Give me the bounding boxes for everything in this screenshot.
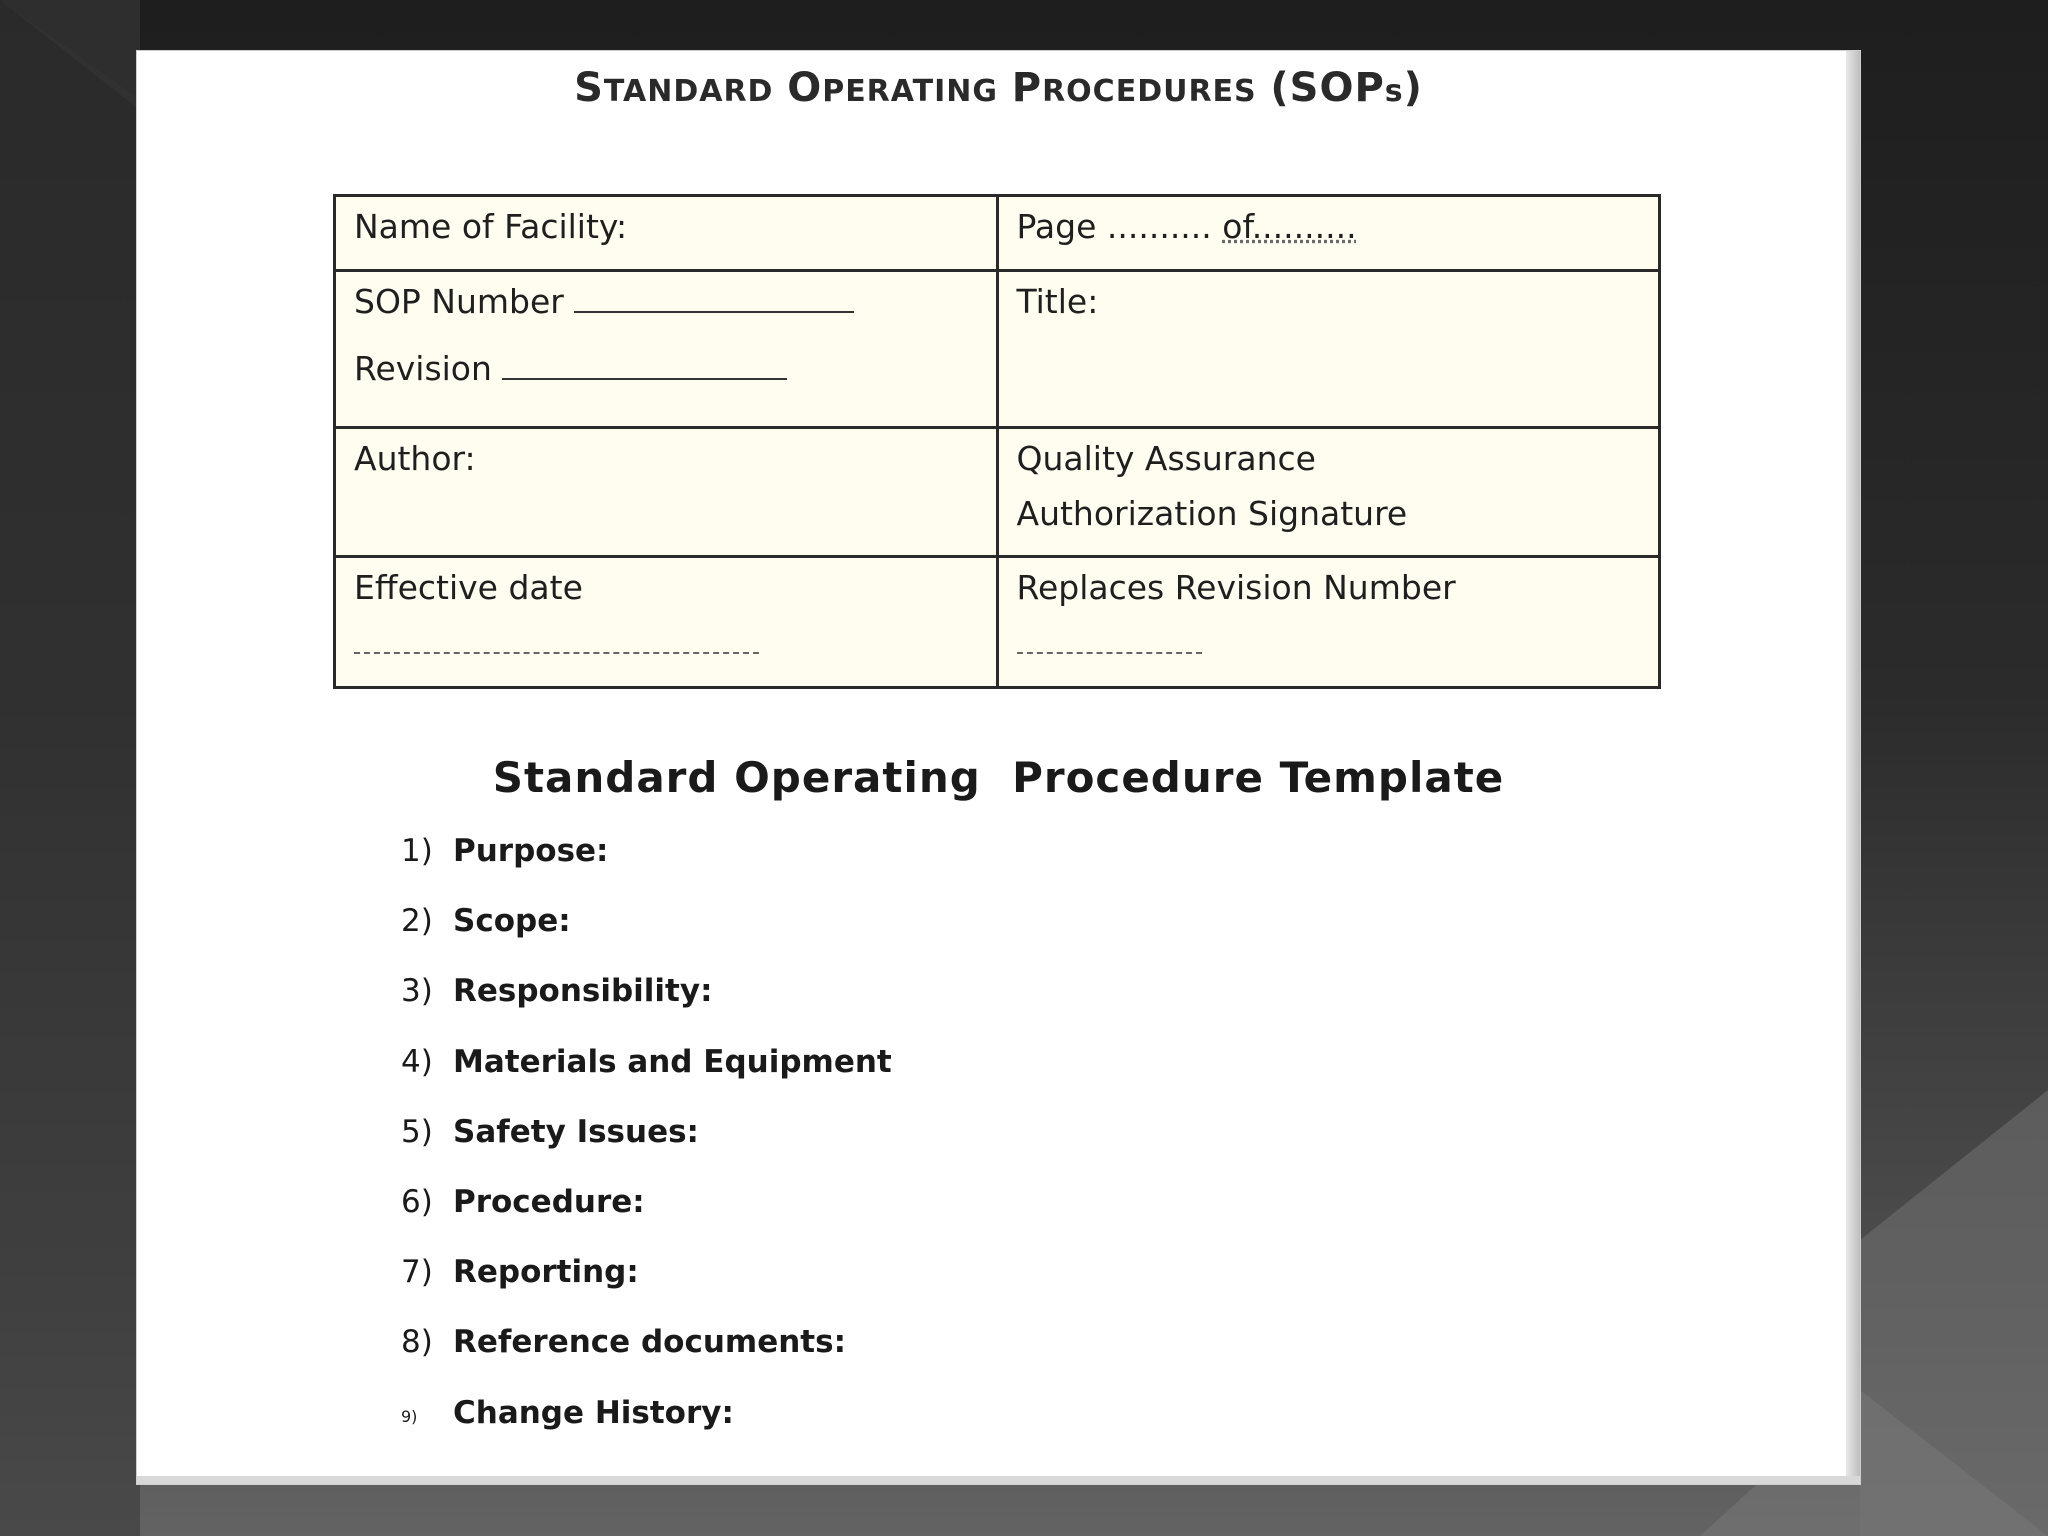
section-label: Responsibility: [453, 973, 713, 1010]
title-acronym: (SOP [1270, 65, 1385, 111]
revision-blank [502, 378, 787, 380]
list-item [401, 833, 892, 903]
section-number: 7) [401, 1254, 433, 1291]
facility-cell [335, 196, 998, 271]
list-item [401, 973, 892, 1043]
table-row [335, 196, 1660, 271]
sop-header-table [333, 194, 1661, 689]
page-label: Page .......... [1016, 207, 1212, 246]
section-number: 9) [401, 1406, 418, 1426]
section-label: Materials and Equipment [453, 1043, 892, 1080]
replaces-revision-label: Replaces Revision Number [1016, 568, 1456, 607]
author-label: Author: [354, 439, 476, 478]
title-acronym-suffix: s [1384, 74, 1404, 109]
section-number: 1) [401, 833, 433, 869]
section-label: Reporting: [453, 1254, 639, 1291]
page-bottom-edge [137, 1476, 1860, 1484]
section-number: 5) [401, 1113, 433, 1150]
table-row [335, 428, 1660, 557]
qa-signature-cell [997, 428, 1660, 557]
replaces-revision-cell [997, 557, 1660, 688]
list-item [401, 1114, 892, 1184]
section-list [401, 833, 892, 1465]
replaces-revision-blank [1017, 652, 1202, 654]
title-word: ROCEDURES [1042, 74, 1257, 109]
list-item [401, 1324, 892, 1394]
page-of-label: of.......... [1222, 207, 1357, 246]
list-item [401, 1395, 892, 1465]
section-label: Scope: [453, 903, 571, 940]
table-row [335, 557, 1660, 688]
title-cell [997, 271, 1660, 428]
qa-label-line1: Quality Assurance [1016, 439, 1316, 478]
document-title [137, 65, 1860, 111]
document-page [137, 51, 1860, 1484]
section-label: Change History: [453, 1394, 734, 1431]
title-initial: O [787, 65, 823, 111]
section-number: 8) [401, 1324, 433, 1361]
effective-date-blank [354, 652, 759, 654]
effective-date-cell [335, 557, 998, 688]
author-cell [335, 428, 998, 557]
list-item [401, 903, 892, 973]
page-cell [997, 196, 1660, 271]
section-number: 3) [401, 973, 433, 1010]
template-title: Standard Operating Procedure Template [492, 753, 1505, 802]
list-item [401, 1184, 892, 1254]
table-row [335, 271, 1660, 428]
sop-number-cell [335, 271, 998, 428]
section-number: 2) [401, 903, 433, 940]
title-initial: S [574, 65, 604, 111]
effective-date-label: Effective date [354, 568, 583, 607]
section-label: Safety Issues: [453, 1113, 699, 1150]
sop-number-blank [574, 311, 854, 313]
list-item [401, 1254, 892, 1324]
section-number: 4) [401, 1043, 433, 1080]
title-label: Title: [1016, 282, 1099, 321]
section-label: Reference documents: [453, 1324, 846, 1361]
facility-label: Name of Facility: [354, 207, 628, 246]
section-label: Purpose: [453, 833, 609, 869]
section-label: Procedure: [453, 1183, 645, 1220]
sop-number-label: SOP Number [354, 282, 564, 321]
title-acronym-close: ) [1403, 65, 1423, 111]
section-number: 6) [401, 1183, 433, 1220]
title-word: PERATING [822, 74, 999, 109]
qa-label-line2: Authorization Signature [1016, 494, 1408, 533]
title-word: TANDARD [603, 74, 774, 109]
list-item [401, 1044, 892, 1114]
title-initial: P [1011, 65, 1043, 111]
revision-label: Revision [354, 349, 492, 388]
